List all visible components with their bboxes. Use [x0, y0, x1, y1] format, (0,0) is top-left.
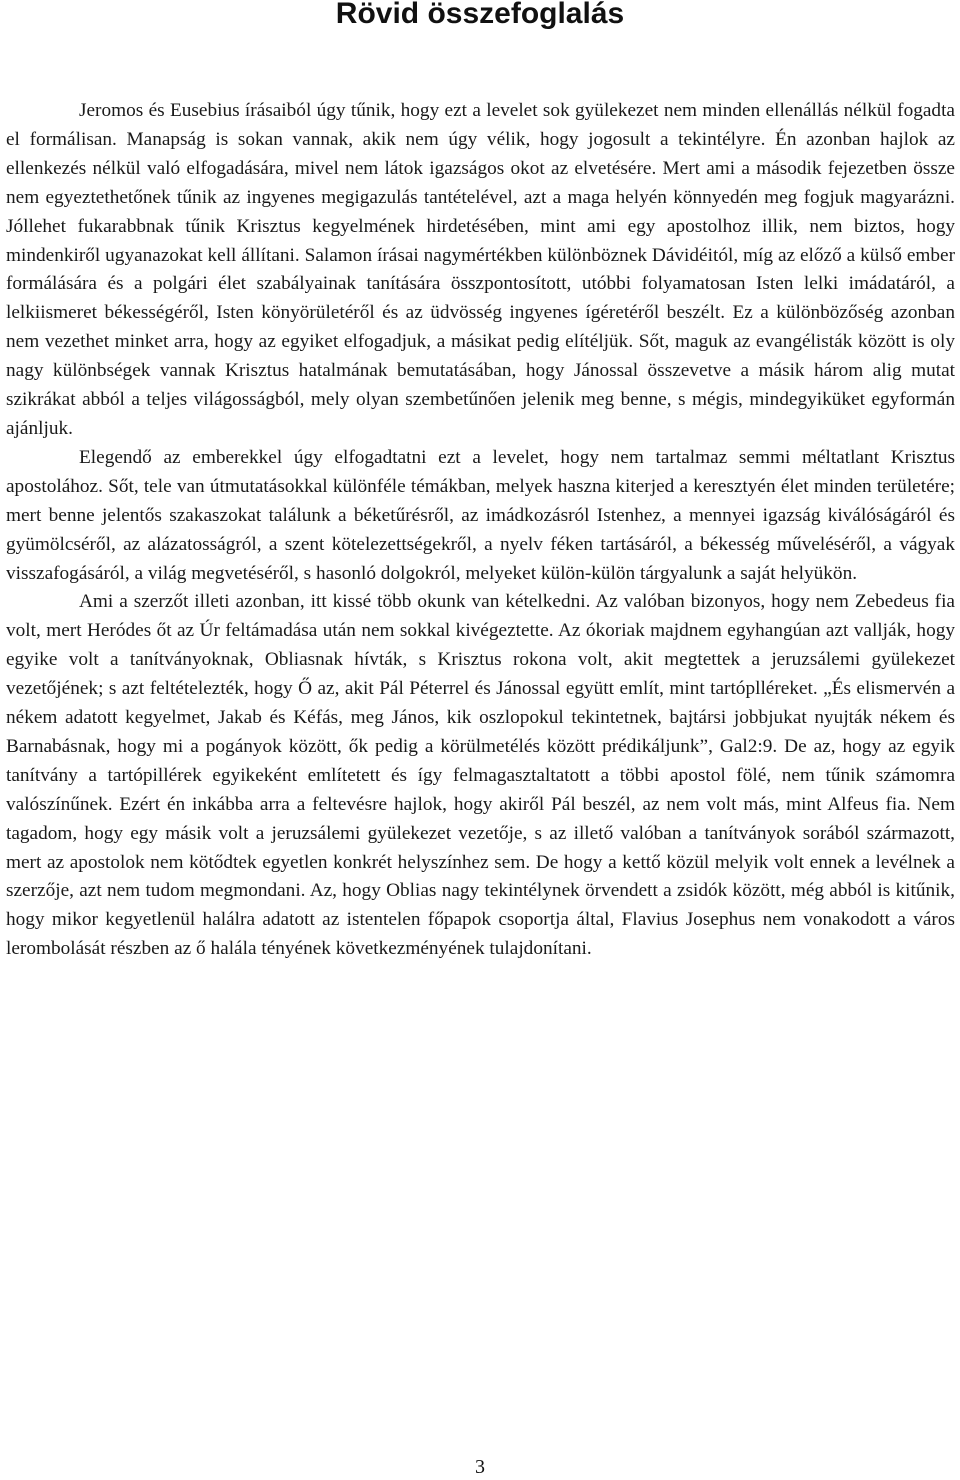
paragraph-2: Elegendő az emberekkel úgy elfogadtatni ezt a levelet, hogy nem tartalmaz semmi méltatlant Krisztus apostolához. Sőt, tele van útmutatásokkal különféle témákban, melyek haszna kiterjed a keresztyén élet minden területére; mert benne jelentős szakaszokat találunk a béketűrésről, az imádkozásról Istenhez, a mennyei igazság kiválóságáról és gyümölcséről, az alázatosságról, a szent kötelezettségekről, a nyelv féken tartásáról, a békesség műveléséről, a vágyak visszafogásáról, a világ megvetéséről, s hasonló dolgokról, melyeket külön-külön tárgyalunk a saját helyükön. [6, 446, 955, 584]
page-number: 3 [475, 1456, 485, 1478]
paragraph-3: Ami a szerzőt illeti azonban, itt kissé több okunk van kételkedni. Az valóban bizonyos, hogy nem Zebedeus fia volt, mert Heródes őt az Úr feltámadása után nem sokkal kivégeztette. Az ókoriak majdnem egyhangúan azt vallják, hogy egyike volt a tanítványoknak, Obliasnak hívták, s Krisztus rokona volt, akit megtettek a jeruzsálemi gyülekezet vezetőjének; s azt feltételezték, hogy Ő az, akit Pál Péterrel és Jánossal együtt említ, mint tartóplléreket. „És elismervén a nékem adatott kegyelmet, Jakab és Kéfás, meg János, kik oszlopokul tekintetnek, bajtársi jobbjukat nyujták nékem és Barnabásnak, hogy mi a pogányok között, ők pedig a körülmetélés között prédikáljunk”, Gal2:9. De az, hogy az egyik tanítvány a tartópillérek egyikeként említetett és így felmagasztaltatott a többi apostol fölé, nem tűnik számomra valószínűnek. Ezért én inkábba arra a feltevésre hajlok, hogy akiről Pál beszél, az nem volt más, mint Alfeus fia. Nem tagadom, hogy egy másik volt a jeruzsálemi gyülekezet vezetője, s az illető valóban a tanítványok sorából származott, mert az apostolok nem kötődtek egyetlen konkrét helyszínhez sem. De hogy a kettő közül melyik volt ennek a levélnek a szerzője, azt nem tudom megmondani. Az, hogy Oblias nagy tekintélynek örvendett a zsidók között, még abból is kitűnik, hogy mikor kegyetlenül halálra adatott az istentelen főpapok csoportja által, Flavius Josephus nem vonakodott a város lerombolását részben az ő halála tényének következményének tulajdonítani. [6, 591, 955, 960]
body-text [6, 97, 955, 964]
page-title: Rövid összefoglalás [335, 0, 625, 30]
paragraph-1: Jeromos és Eusebius írásaiból úgy tűnik, hogy ezt a levelet sok gyülekezet nem minden ellenállás nélkül fogadta el formálisan. Manapság is sokan vannak, akik nem úgy vélik, hogy jogosult a tekintélyre. Én azonban hajlok az ellenkezés nélkül való elfogadására, mivel nem látok igazságos okot az elvetésére. Mert ami a második fejezetben össze nem egyeztethetőnek tűnik az ingyenes megigazulás tantételével, azt a maga helyén könnyedén meg fogjuk magyarázni. Jóllehet fukarabbnak tűnik Krisztus kegyelmének hirdetésében, mint ami egy apostolhoz illik, nem biztos, hogy mindenkiről ugyanazokat kell állítani. Salamon írásai nagymértékben különböznek Dávidéitól, míg az előző a külső ember formálására és a polgári élet szabályainak tanítására összpontosított, utóbbi folyamatosan Isten lelki imádatáról, a lelkiismeret békességéről, Isten könyörületéről és az üdvösség ingyenes ígéretéről beszélt. Ez a különbözőség azonban nem vezethet minket arra, hogy az egyiket elfogadjuk, a másikat pedig elítéljük. Sőt, maguk az evangélisták között is oly nagy különbségek vannak Krisztus hatalmának bemutatásában, hogy Jánossal összevetve a másik három alig mutat szikrákat abból a teljes világosságból, mely olyan szembetűnően jelenik meg benne, s mégis, mindegyiküket egyformán ajánljuk. [6, 100, 955, 439]
